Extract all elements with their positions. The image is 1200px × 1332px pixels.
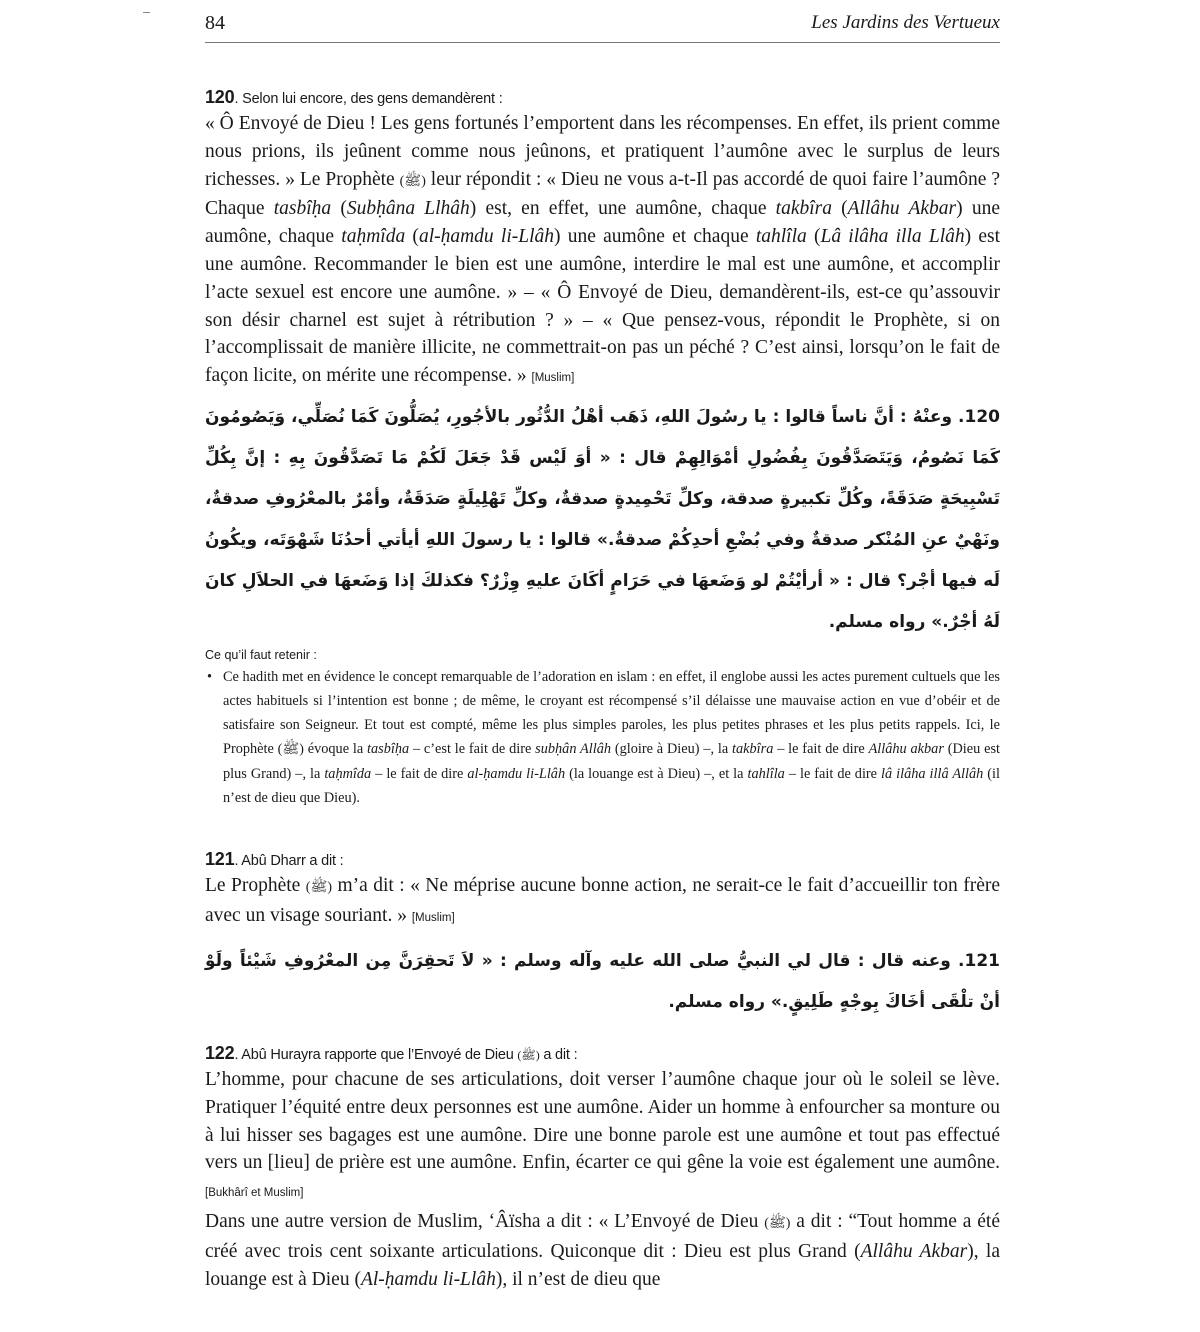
scan-corner-mark — [143, 12, 150, 13]
text-segment: « Ô Envoyé de Dieu ! Les gens fortunés l’emportent dans les récompenses. En effet, ils prient comme nous prions, ils jeûnent comme nous jeûnons, et pratiquent l’aumône avec le surplus de leurs richesses. » Le Prophète — [205, 113, 1000, 190]
retain-item — [205, 665, 1000, 810]
term-italic: tahlîla — [755, 226, 807, 248]
hadith-120-heading — [205, 86, 1000, 110]
text-segment: ), la louange est à Dieu ( — [205, 1240, 1000, 1290]
source-citation: [Bukhârî et Muslim] — [205, 1187, 304, 1200]
hadith-number: 121 — [205, 849, 235, 869]
hadith-122-other-version — [205, 1208, 1000, 1293]
term-italic: al-ḥamdu li-Llâh — [467, 765, 566, 782]
term-italic: Al-ḥamdu li-Llâh — [360, 1268, 496, 1290]
hadith-120-arabic: 120. وعنْهُ : أنَّ ناساً قالوا : يا رسُولَ اللهِ، ذَهَب أهْلُ الدُّثُور بالأجُورِ، يُصَلُّونَ كَمَا نُصَلِّي، وَيَصُومُونَ كَمَا نَصُومُ، وَيَتَصَدَّقُونَ بِفُضُولِ أمْوَالِهِمْ قال : « أوَ لَيْس قَدْ جَعَلَ لَكُمْ مَا تَصَدَّقُونَ بِهِ : إنَّ بِكُلِّ تَسْبِيحَةٍ صَدَقَةً، وكُلِّ تكبيرةٍ صدقة، وكلِّ تَحْمِيدةٍ صدقةٌ، وكلِّ تَهْلِيلَةٍ صَدَقَةٌ، وأمْرٌ بالمعْرُوفِ صدقةٌ، ونَهْيٌ عنِ المُنْكر صدقةٌ وفي بُضْعِ أحدِكُمْ صدقةٌ.» قالوا : يا رسولَ اللهِ أيأتي أحدُنَا شَهْوَتَه، ويكُونُ لَه فيها أجْر؟ قال : « أرأيْتُمْ لو وَضَعهَا في حَرَامٍ أكَانَ عليهِ وِزْرٌ؟ فكذلكَ إذا وَضَعهَا في الحلاَلِ كانَ لَهُ أجْرٌ.» رواه مسلم. — [205, 406, 1000, 632]
text-segment: – le fait de dire — [371, 765, 468, 782]
text-segment: – c’est le fait de dire — [409, 740, 536, 757]
term-italic: taḥmîda — [324, 765, 372, 782]
bullet-icon: • — [207, 668, 213, 685]
source-citation: [Muslim] — [411, 911, 455, 924]
text-segment: ), il n’est de dieu que — [495, 1268, 661, 1290]
salutation-glyph: (ﷺ) — [277, 741, 304, 757]
text-segment: ) est, en effet, une aumône, chaque — [469, 198, 776, 220]
term-italic: tasbîḥa — [273, 198, 332, 220]
text-segment: Ce hadith met en évidence le concept remarquable de l’adoration en islam : en effet, il englobe aussi les actes purement cultuels que les actes habituels si l’intention est bonne ; de même, le croyant est récompensé s’il délaisse une mauvaise action en vue d’obéir et de satisfaire son Seigneur. Et tout est compté, même les plus simples paroles, les plus petites phrases et les plus petits rappels. Ici, le Prophète — [223, 668, 1000, 757]
salutation-glyph: (ﷺ) — [305, 880, 333, 895]
text-segment: ( — [832, 198, 848, 220]
salutation-glyph: (ﷺ) — [764, 1215, 791, 1231]
text-segment: ( — [806, 226, 821, 248]
text-segment: Dans une autre version de Muslim, ‘Âïsha a dit : « L’Envoyé de Dieu — [205, 1210, 765, 1232]
hadith-122 — [205, 1042, 1000, 1293]
hadith-121-translation — [205, 872, 1000, 933]
term-italic: Subḥâna Llhâh — [346, 198, 470, 220]
term-italic: al-ḥamdu li-Llâh — [418, 226, 555, 248]
text-segment: – le fait de dire — [773, 740, 869, 757]
text-segment: m’a dit : « Ne méprise aucune bonne action, ne serait-ce le fait d’accueillir ton frère avec un visage souriant. » — [205, 875, 1000, 926]
hadith-intro: . Selon lui encore, des gens demandèrent : — [234, 91, 503, 107]
text-segment: leur répondit : « Dieu ne vous a-t-Il pas accordé de quoi faire l’aumône ? Chaque — [205, 168, 1001, 220]
hadith-122-translation — [205, 1066, 1000, 1208]
term-italic: subḥân Allâh — [535, 740, 612, 757]
text-segment: – le fait de dire — [784, 765, 882, 782]
source-citation: [Muslim] — [531, 372, 575, 385]
term-italic: takbîra — [775, 198, 832, 220]
hadith-121-heading — [205, 848, 1000, 872]
text-segment: Le Prophète — [205, 875, 306, 896]
page-header — [205, 0, 1000, 44]
term-italic: Allâhu Akbar — [847, 198, 957, 220]
text-segment: ) est une aumône. Recommander le bien est une aumône, interdire le mal est une aumône, et accomplir l’acte sexuel est encore une aumône. » – « Ô Envoyé de Dieu, demandèrent-ils, est-ce qu’assouvir son désir charnel est sujet à rétribution ? » – « Que pensez-vous, répondit le Prophète, si on l’accomplissait de manière illicite, ne commettrait-on pas un péché ? C’est ainsi, lorsqu’on le fait de façon licite, on mérite une récompense. » — [205, 226, 1001, 387]
text-segment: ( — [405, 226, 419, 248]
hadith-intro: a dit : — [539, 1047, 578, 1063]
salutation-glyph: (ﷺ) — [517, 1048, 540, 1062]
text-segment: évoque la — [303, 740, 368, 757]
text-segment: (gloire à Dieu) –, la — [611, 740, 733, 757]
text-segment: (il n’est de dieu que Dieu). — [223, 765, 1000, 806]
hadith-intro: . Abû Dharr a dit : — [234, 853, 344, 869]
retain-list — [205, 665, 1000, 810]
salutation-glyph: (ﷺ) — [399, 173, 426, 189]
text-segment: a dit : “Tout homme a été créé avec trois cent soixante articulations. Quiconque dit : Dieu est plus Grand ( — [205, 1210, 1000, 1262]
header-rule — [205, 42, 1000, 43]
hadith-120-translation — [205, 110, 1000, 393]
hadith-122-heading — [205, 1042, 1000, 1066]
hadith-intro: . Abû Hurayra rapporte que l’Envoyé de Dieu — [234, 1047, 518, 1063]
term-italic: tahlîla — [747, 765, 785, 782]
term-italic: Allâhu akbar — [868, 740, 944, 757]
text-segment: ) une aumône, chaque — [205, 198, 1000, 248]
running-title: Les Jardins des Vertueux — [811, 12, 1000, 33]
text-segment: (la louange est à Dieu) –, et la — [565, 765, 748, 782]
hadith-120 — [205, 86, 1000, 810]
term-italic: takbîra — [732, 740, 774, 757]
hadith-121-arabic: 121. وعنه قال : قال لي النبيُّ صلى الله عليه وآله وسلم : « لاَ تَحقِرَنَّ مِن المعْرُوفِ شَيْئاً ولَوْ أنْ تلْقَى أخَاكَ بِوجْهٍ طَلِيقٍ.» رواه مسلم. — [205, 950, 1000, 1012]
book-page — [205, 0, 1001, 1290]
text-segment: L’homme, pour chacune de ses articulations, doit verser l’aumône chaque jour où le soleil se lève. Pratiquer l’équité entre deux personnes est une aumône. Aider un homme à enfourcher sa monture ou à lui hisser ses bagages est une aumône. Dire une bonne parole est une aumône et tout pas effectué vers un [lieu] de prière est une aumône. Enfin, écarter ce qui gêne la voie est également une aumône. — [205, 1069, 1000, 1174]
hadith-number: 120 — [205, 87, 235, 107]
text-segment: (Dieu est plus Grand) –, la — [223, 740, 1000, 782]
term-italic: Lâ ilâha illa Llâh — [820, 226, 965, 248]
text-segment: ) une aumône et chaque — [554, 226, 756, 248]
term-italic: lâ ilâha illâ Allâh — [881, 765, 984, 782]
retain-label: Ce qu’il faut retenir : — [205, 647, 317, 662]
page-number: 84 — [205, 12, 225, 34]
hadith-number: 122 — [205, 1043, 235, 1063]
hadith-121 — [205, 848, 1000, 1023]
term-italic: Allâhu Akbar — [860, 1240, 968, 1262]
term-italic: tasbîḥa — [367, 740, 410, 757]
text-segment: ( — [331, 198, 347, 220]
term-italic: taḥmîda — [341, 226, 406, 248]
